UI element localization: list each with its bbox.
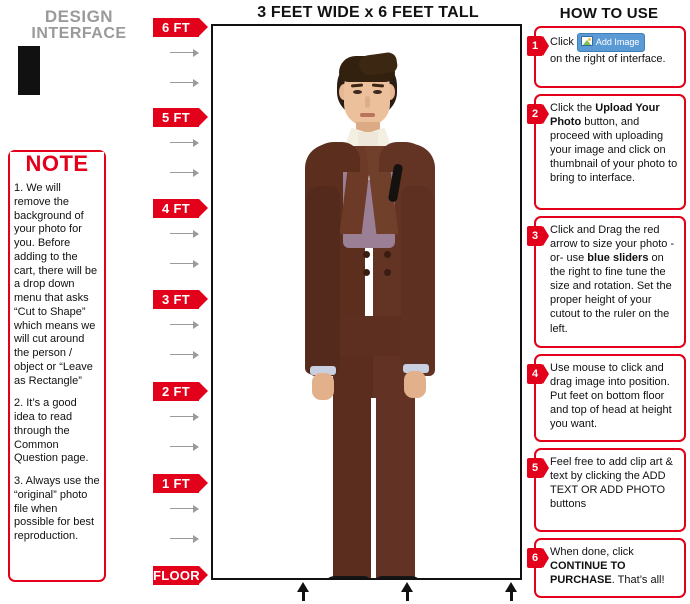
eye-left (353, 90, 362, 94)
trouser-leg-left (333, 356, 375, 580)
design-interface-line2: INTERFACE (31, 24, 127, 42)
how-to-step-5 (531, 448, 686, 532)
shoe-right (375, 576, 423, 580)
ruler-label-4ft: 4 FT (153, 199, 199, 218)
add-image-button-label: Add Image (595, 37, 640, 47)
step-3-text-2: on the right to fine tune the size and rotation. Set the proper height of your cutout to the ruler on the left. (550, 252, 672, 335)
step-1-pre: Click (550, 36, 574, 49)
ruler-label-1ft: 1 FT (153, 474, 199, 493)
step-number-3: 3 (527, 226, 543, 246)
step-number-5: 5 (527, 458, 543, 478)
step-6-bold-1: CONTINUE TO PURCHASE (550, 560, 626, 587)
hand-left (312, 373, 334, 400)
floor-arrows (211, 582, 522, 602)
ruler-label-2ft: 2 FT (153, 382, 199, 401)
black-color-swatch[interactable] (18, 46, 40, 95)
jacket-button (384, 269, 391, 276)
ruler-label-6ft: 6 FT (153, 18, 199, 37)
canvas-size-title: 3 FEET WIDE x 6 FEET TALL (257, 4, 479, 21)
height-ruler (150, 0, 208, 604)
note-item-3: 3. Always use the “original” photo file when possible for best reproduction. (14, 475, 100, 542)
note-title: NOTE (10, 152, 104, 176)
ruler-tick (170, 142, 198, 143)
ruler-label-3ft: 3 FT (153, 290, 199, 309)
ruler-tick (170, 354, 198, 355)
jacket-button (384, 251, 391, 258)
ruler-label-floor: FLOOR (153, 568, 200, 583)
step-2-text-1: Click the (550, 102, 596, 114)
step-number-1: 1 (527, 36, 543, 56)
how-to-use-panel (528, 0, 690, 604)
ruler-tick (170, 416, 198, 417)
note-item-2: 2. It’s a good idea to read through the Common Question page. (14, 397, 89, 465)
ruler-tick (170, 538, 198, 539)
ruler-tick (170, 324, 198, 325)
step-number-2: 2 (527, 104, 543, 124)
step-number-4: 4 (527, 364, 543, 384)
shoe-highlight-left (331, 579, 347, 580)
jacket-button (363, 269, 370, 276)
ruler-tick (170, 446, 198, 447)
how-to-step-3 (531, 216, 686, 348)
floor-arrow-icon (297, 582, 309, 592)
step-number-6: 6 (527, 548, 543, 568)
design-canvas[interactable] (211, 24, 522, 580)
mouth (360, 113, 375, 117)
ruler-tick (170, 52, 198, 53)
sleeve-right (401, 186, 434, 374)
jacket-button (363, 251, 370, 258)
how-to-step-4 (531, 354, 686, 442)
step-1-post: on the right of interface. (550, 52, 666, 65)
ruler-label-5ft: 5 FT (153, 108, 199, 127)
note-item-1: 1. We will remove the background of your photo for you. Before adding to the cart, there will be a drop down menu that asks “Cut to Shape” which means we will cut around the person / object or “Leave as Rectangle” (14, 182, 98, 387)
ruler-tick (170, 508, 198, 509)
how-to-step-1 (531, 26, 686, 88)
floor-arrow-icon (505, 582, 517, 592)
step-3-text-1: Click and Drag the red arrow to size your photo -or- use (550, 224, 675, 265)
shoe-left (323, 576, 371, 580)
note-body (14, 182, 100, 553)
step-6-text-1: When done, click (550, 546, 634, 558)
nose (365, 96, 370, 108)
ruler-tick (170, 82, 198, 83)
step-2-bold-1: Upload Your Photo (550, 102, 660, 129)
how-to-use-heading: HOW TO USE (559, 5, 659, 22)
ruler-tick (170, 263, 198, 264)
design-interface-line1: DESIGN (44, 7, 114, 26)
hand-right (404, 371, 426, 398)
step-2-text-2: button, and proceed with uploading your image and click on thumbnail of your photo to bring to interface. (550, 116, 678, 185)
how-to-step-6 (531, 538, 686, 598)
eye-right (373, 90, 382, 94)
trouser-gap (371, 398, 376, 580)
image-icon (581, 36, 593, 46)
shoe-highlight-right (393, 579, 409, 580)
design-interface-title (14, 8, 144, 43)
add-image-button[interactable] (577, 33, 646, 52)
ruler-tick (170, 172, 198, 173)
step-6-text-2: . That’s all! (611, 574, 665, 587)
step-4-text: Use mouse to click and drag image into position. Put feet on bottom floor and top of head at height you want. (550, 362, 672, 431)
step-5-text: Feel free to add clip art & text by clicking the ADD TEXT OR ADD PHOTO buttons (550, 456, 673, 511)
ruler-tick (170, 233, 198, 234)
photo-cutout[interactable] (213, 26, 522, 578)
how-to-step-2 (531, 94, 686, 210)
sleeve-left (306, 186, 340, 376)
floor-arrow-icon (401, 582, 413, 592)
shirt-collar-mid (358, 132, 378, 146)
left-panel (0, 0, 150, 604)
step-3-bold-1: blue sliders (587, 252, 649, 265)
